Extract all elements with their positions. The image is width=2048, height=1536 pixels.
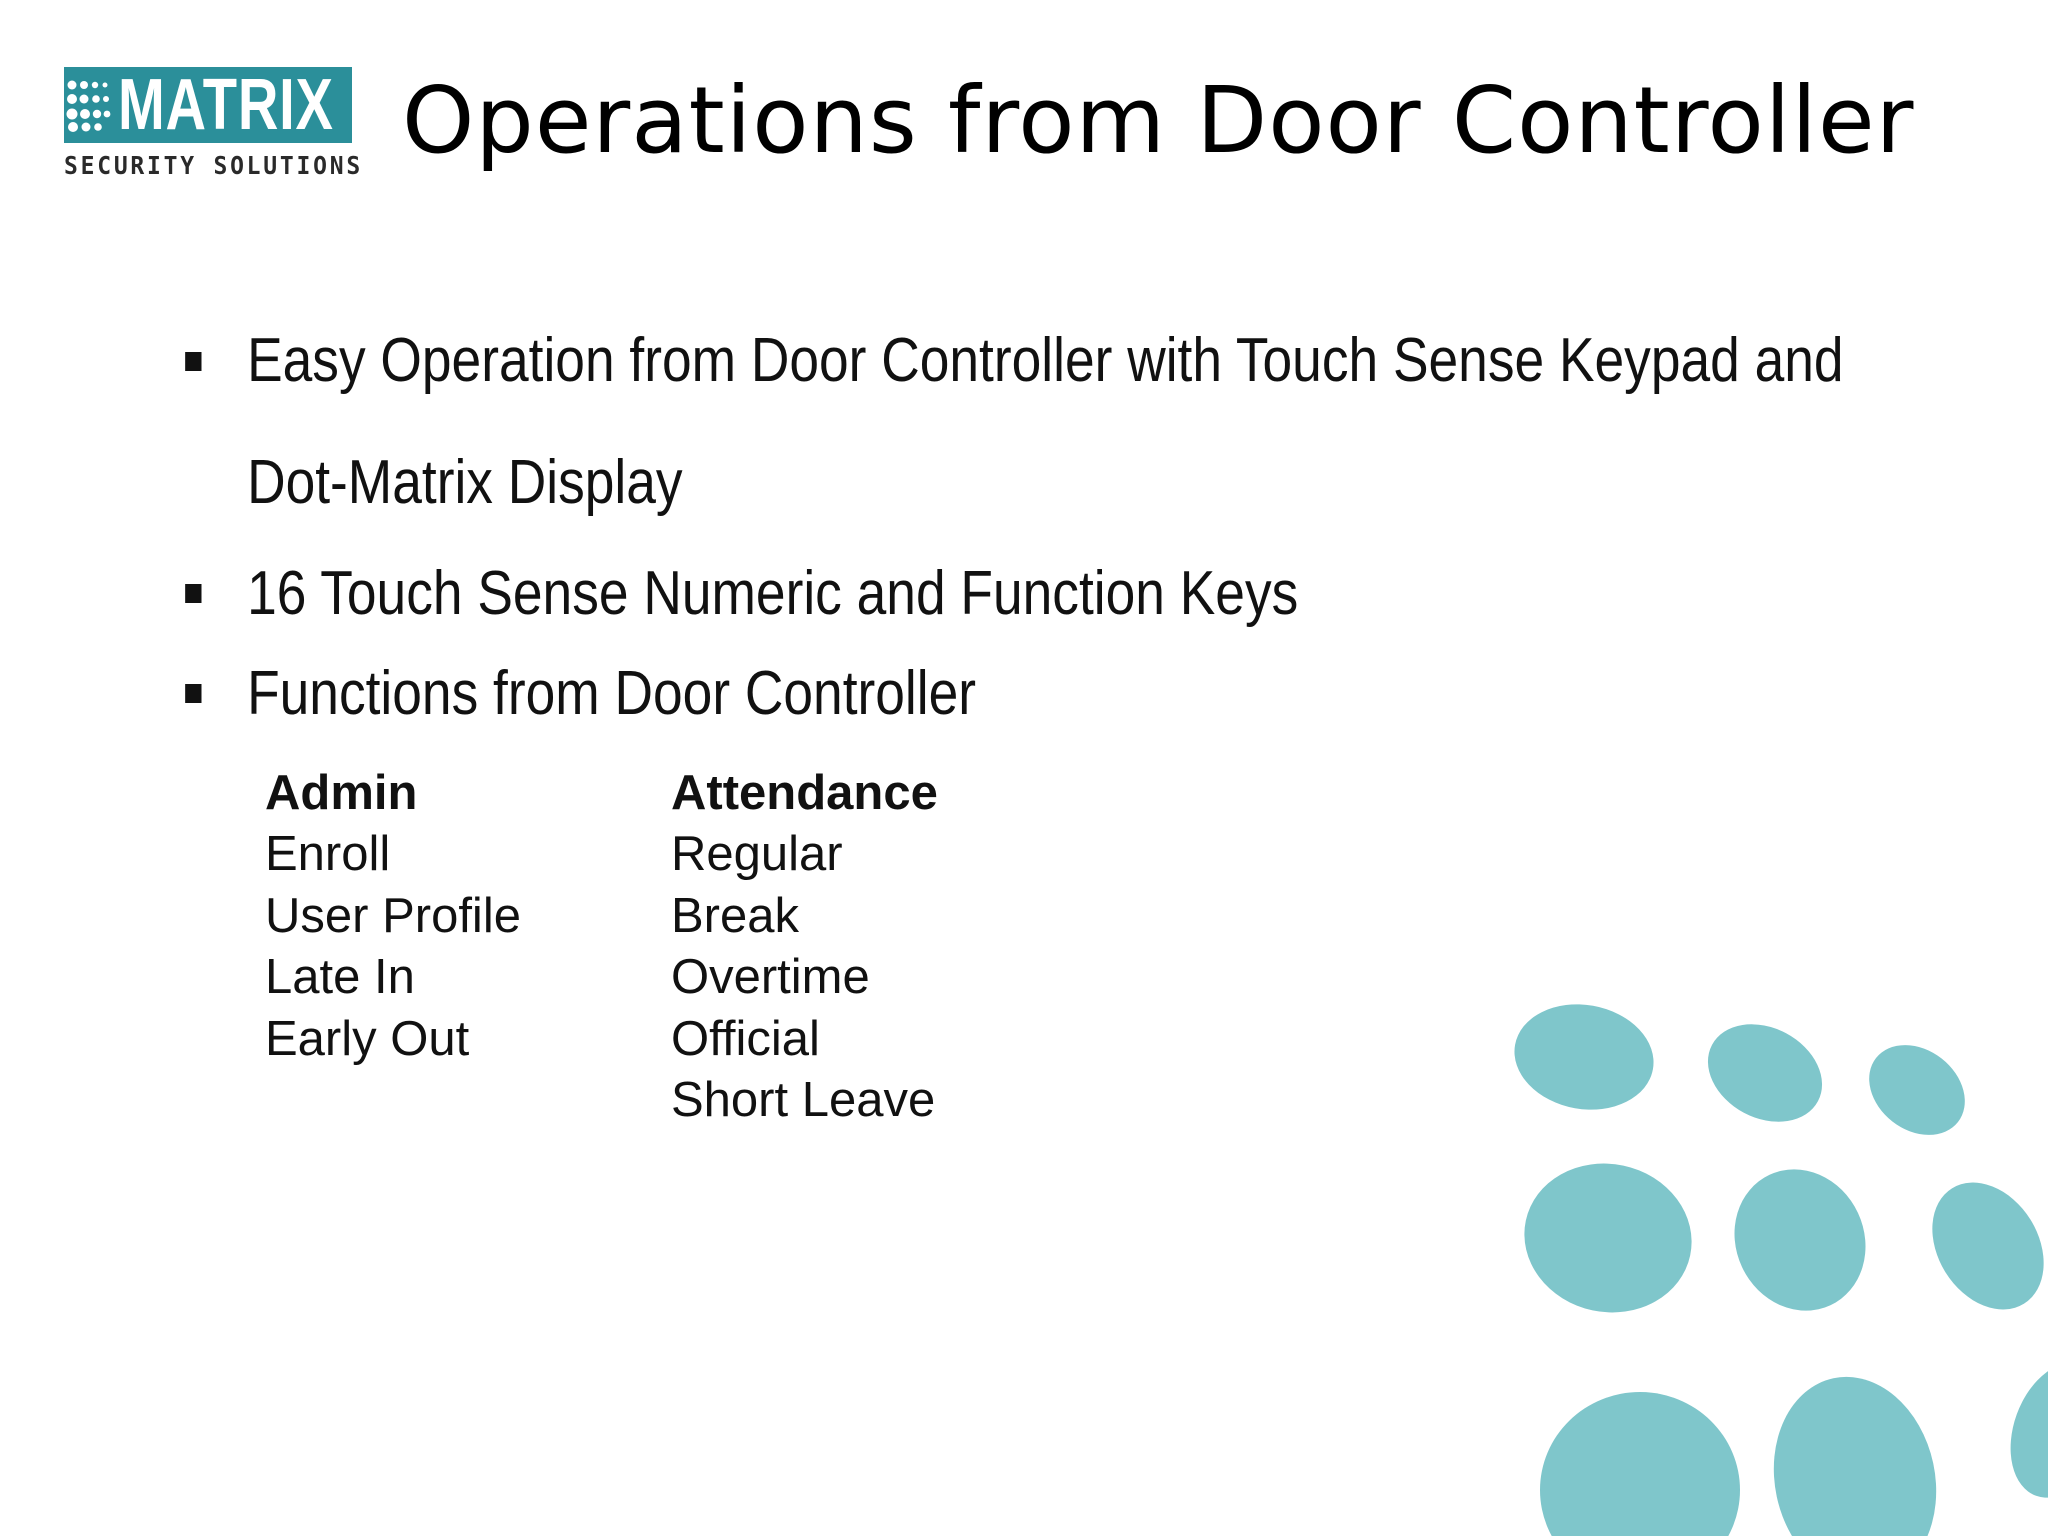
- square-bullet-icon: [185, 684, 201, 703]
- attendance-column: [671, 762, 938, 1132]
- slide-title: Operations from Door Controller: [402, 67, 1915, 174]
- matrix-logo: [64, 65, 363, 187]
- decorative-dot: [1712, 1148, 1889, 1333]
- bullet-list: [180, 300, 2000, 744]
- dot-matrix-icon: [64, 67, 112, 143]
- decorative-dot: [1691, 1005, 1839, 1141]
- decorative-dot: [1510, 1148, 1705, 1328]
- decorative-dot: [1540, 1392, 1740, 1536]
- attendance-item: Break: [671, 888, 800, 943]
- decorative-dot: [1755, 1362, 1955, 1536]
- decorative-dot: [1910, 1162, 2048, 1330]
- bullet-text-line-2: Dot-Matrix Display: [247, 448, 683, 517]
- decorative-dot: [1506, 994, 1662, 1121]
- attendance-item: Regular: [671, 827, 843, 881]
- bullet-text: Functions from Door Controller: [247, 659, 977, 728]
- functions-table: [265, 762, 1065, 1142]
- admin-item: Early Out: [265, 1011, 470, 1066]
- admin-item: User Profile: [265, 888, 521, 943]
- square-bullet-icon: [185, 352, 201, 371]
- bullet-text: 16 Touch Sense Numeric and Function Keys: [247, 559, 1299, 628]
- decorative-dots: [1460, 960, 2048, 1536]
- decorative-dot: [1993, 1348, 2048, 1511]
- logo-tagline: SECURITY SOLUTIONS: [64, 151, 363, 180]
- logo-wordmark: MATRIX: [118, 65, 334, 145]
- attendance-item: Overtime: [671, 950, 870, 1004]
- admin-heading: Admin: [265, 766, 418, 820]
- bullet-item: [180, 544, 1745, 644]
- decorative-dot: [1851, 1026, 1982, 1153]
- bullet-item: [180, 644, 1745, 744]
- admin-item: Enroll: [265, 827, 391, 881]
- attendance-item: Official: [671, 1011, 820, 1066]
- logo-box: [64, 67, 352, 143]
- admin-column: [265, 762, 521, 1070]
- bullet-item: [180, 300, 1844, 544]
- square-bullet-icon: [185, 584, 201, 603]
- attendance-heading: Attendance: [671, 766, 938, 820]
- attendance-item: Short Leave: [671, 1073, 936, 1127]
- admin-item: Late In: [265, 950, 415, 1004]
- bullet-text-line-1: Easy Operation from Door Controller with Touch Sense Keypad and: [247, 326, 1844, 395]
